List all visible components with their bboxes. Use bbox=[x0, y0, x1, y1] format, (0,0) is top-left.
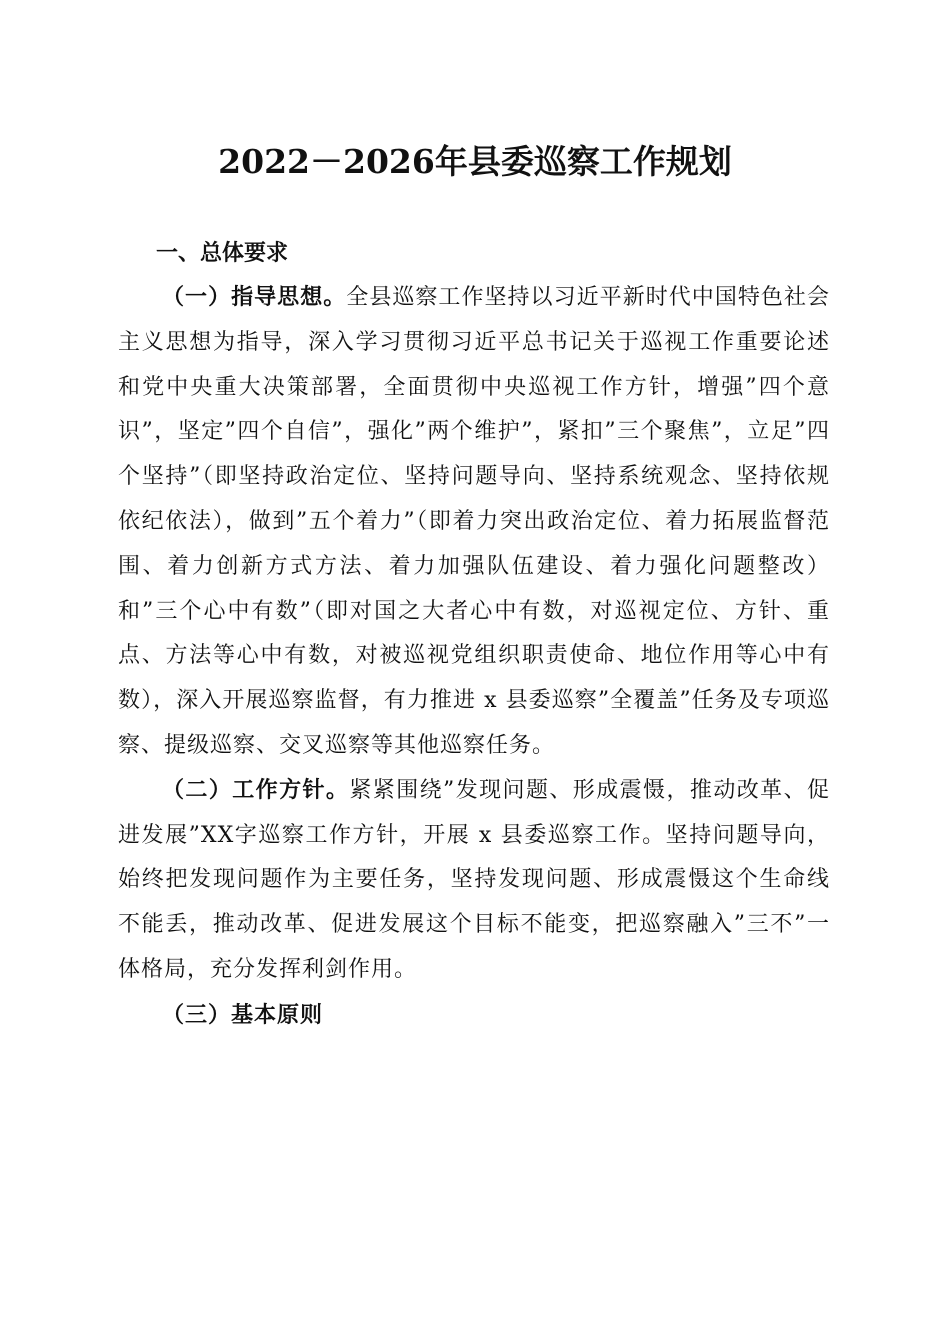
paragraph-work-policy bbox=[118, 769, 830, 993]
paragraph-body: 全县巡察工作坚持以习近平新时代中国特色社会主义思想为指导，深入学习贯彻习近平总书记关于巡视工作重要论述和党中央重大决策部署，全面贯彻中央巡视工作方针，增强”四个意识”，坚定”四个自信”，强化”两个维护”，紧扣”三个聚焦”，立足”四个坚持”（即坚持政治定位、坚持问题导向、坚持系统观念、坚持依规依纪依法），做到”五个着力”（即着力突出政治定位、着力拓展监督范围、着力创新方式方法、着力加强队伍建设、着力强化问题整改）和”三个心中有数”（即对国之大者心中有数，对巡视定位、方针、重点、方法等心中有数，对被巡视党组织职责使命、地位作用等心中有数），深入开展巡察监督，有力推进 x 县委巡察”全覆盖”任务及专项巡察、提级巡察、交叉巡察等其他巡察任务。 bbox=[118, 285, 830, 758]
paragraph-lead: （一）指导思想。 bbox=[162, 285, 347, 310]
section-heading: 一、总体要求 bbox=[156, 241, 289, 266]
paragraph-body: 紧紧围绕”发现问题、形成震慑，推动改革、促进发展”XX字巡察工作方针，开展 x 县委巡察工作。坚持问题导向，始终把发现问题作为主要任务，坚持发现问题、形成震慑这个生命线不能丢，推动改革、促进发展这个目标不能变，把巡察融入”三不”一体格局，充分发挥利剑作用。 bbox=[118, 777, 830, 982]
paragraph-guiding-ideology bbox=[118, 276, 830, 769]
document-title: 2022－2026年县委巡察工作规划 bbox=[218, 142, 732, 181]
paragraph-lead: （二）工作方针。 bbox=[162, 777, 350, 803]
subheading-basic-principles: （三）基本原则 bbox=[162, 1002, 324, 1028]
document-body bbox=[118, 232, 830, 1039]
